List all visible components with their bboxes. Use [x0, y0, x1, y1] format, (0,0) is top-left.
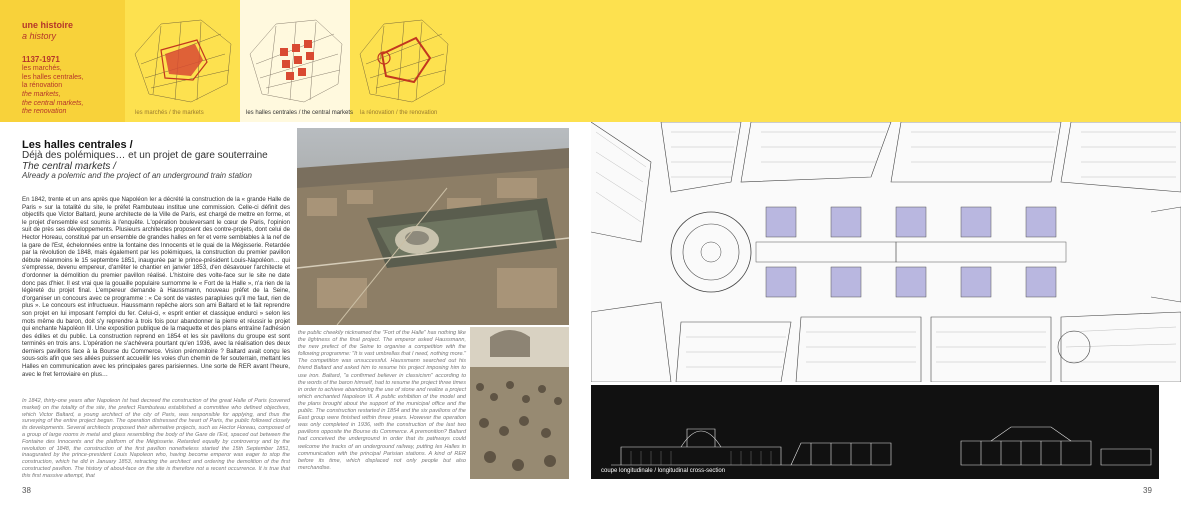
thumbnail-caption: la rénovation / the renovation: [360, 110, 438, 116]
page-number-right: 39: [1143, 486, 1152, 495]
central-markets-sketch: [246, 14, 346, 106]
renovation-sketch: [356, 14, 452, 106]
cross-section-caption: coupe longitudinale / longitudinal cross-section: [601, 468, 726, 474]
article-subtitle-en: Already a polemic and the project of an underground train station: [22, 171, 252, 180]
markets-sketch: [131, 14, 235, 106]
section-title: une histoire: [22, 20, 74, 30]
page-number-left: 38: [22, 486, 31, 495]
aerial-photo: [297, 128, 569, 325]
topic-markets: les marchés,: [22, 65, 62, 72]
article-title: Les halles centrales /: [22, 139, 133, 151]
thumbnail-central-markets: [240, 0, 354, 122]
topic-renovation-en: the renovation: [22, 108, 67, 115]
topic-renovation: la rénovation: [22, 82, 63, 89]
section-title-en: a history: [22, 31, 57, 41]
section-topics-fr: [22, 65, 83, 91]
topic-central-markets-en: the central markets,: [22, 99, 84, 107]
section-topics-en: [22, 91, 83, 117]
historic-photo: [470, 327, 569, 479]
thumbnail-caption: les marchés / the markets: [135, 110, 204, 116]
thumbnail-renovation: [350, 0, 455, 122]
cross-section-panel: [591, 385, 1159, 479]
section-years: 1137-1971: [22, 55, 60, 64]
article-body-fr: En 1842, trente et un ans après que Napoléon Ier a décrété la construction de la « grande Halle de Paris » sur la totalité du site, le préfet Rambuteau institue une commission. Celle-ci définit des objectifs que Victor Baltard, jeune architecte de la Ville de Paris, est chargé de mettre en forme, et le projet d'ensemble est soumis à l'enquête. L'opération bouleversant le cœur de Paris, l'opinion suit de près ses développements. Plusieurs architectes proposent des contre-projets, dont celui de Hector Horeau, constitué par un ensemble de grandes halles en fer et verre semblables à la nef de la gare de l'Est, échelonnées entre la fontaine des Innocents et le quai de la Mégisserie. Retardée par la révolution de 1848, mais également par les polémiques, la construction du premier pavillon débute néanmoins le 15 septembre 1851, inaugurée par le prince-président Louis-Napoléon… qui s'empresse, devenu empereur, d'arrêter le chantier en janvier 1853, d'en désavouer l'architecte et d'ordonner la démolition du premier pavillon réalisé. L'histoire des volte-face sur le site ne date donc pas d'hier. Il est vrai que la gouaille populaire surnomme le « Fort de la Halle », n'a rien de la légèreté du projet final. L'empereur demande à Haussmann, nouveau préfet de la Seine, d'organiser un concours avec ce programme : « Ce sont de vastes parapluies qu'il me faut, rien de plus ». Le concours est infructueux. Haussmann repêche alors son ami Baltard et le fait reprendre son projet en lui imposant l'emploi du fer. Celui-ci, « esprit entier et classique endurci » selon les mots même du baron, doit s'y reprendre à trois fois pour abandonner la pierre et réussir le projet qui enchante Napoléon III. Une exposition publique de la maquette et des plans entraîne l'adhésion des édiles et du public. La construction reprend en 1854 et les six pavillons du groupe est sont terminés en trois ans. L'opération ne s'achèvera pourtant qu'en 1936, avec la réalisation des deux derniers pavillons face à la Bourse du Commerce. Vision prémonitoire ? Baltard avait conçu les sous-sols afin que ses allées puissent accueillir les voies d'un chemin de fer souterrain, mettant les Halles en communication avec les principales gares parisiennes. Une sorte de RER avant l'heure, avec le fret ferroviaire en plus…: [22, 196, 290, 378]
article-title-en: The central markets /: [22, 161, 116, 172]
article-body-en-part2: the public cheekily nicknamed the "Fort of the Halle" has nothing like the lightness of the final project. The emperor asked Haussmann, the new prefect of the Seine to organise a competition with the following programme: "It is vast umbrellas that I need, nothing more." The competition was unsuccessful. Haussmann searched out his friend Baltard and asked him to resume his project imposing him to use iron. Baltard, "a confirmed believer in classicism" according to the words of the baron himself, had to resume the project three times in order to achieve abandoning the use of stone and realize a project which enchanted Napoleon III. A public exhibition of the model and the plans brought about the support of the municipal office and the public. The construction restarted in 1854 and the six pavilions of the East group were finished within three years. However the operation was only completed in 1936, with the construction of the last two pavilions opposite the Bourse du Commerce. A premonition? Baltard had conceived the underground in order that its pathways could welcome the tracks of an underground railway, putting les Halles in communication with the principal Parisian stations. A kind of RER before its time, which displaced not only people but also merchandise.: [298, 330, 466, 471]
site-plan: [591, 122, 1181, 382]
article-body-en-part1: In 1842, thirty-one years after Napoleon Ist had decreed the construction of the great Halle of Paris (covered market) on the totality of the site, the prefect Rambuteau established a committee who defined objectives, which Victor Baltard, a young architect of the city of Paris, was responsible for applying, and thus the surveying of the entire project began. The operation distressed the heart of Paris, the public followed closely its developments. Several architects proposed their alternative projects, such as Hector Horeau, composed of a group of large rooms in metal and glass resembling the body of the Gare de l'Est, spaced out between the Fontaine des Innocents and the platform of the Mégisserie. Retarded equally by controversy and by the revolution of 1848, the construction of the first pavilion nonetheless started the 15th September 1851, inaugurated by the prince-president Louis Napoleon who, having become emperor was eager to stop the construction, which he did in January 1853, retracting the architect and ordering the demolition of the first constructed pavilion. The history of about-face on the site is therefore not a recent occurrence. It is true that this first massive attempt, that: [22, 398, 290, 479]
thumbnail-markets: [125, 0, 240, 122]
article-subtitle: Déjà des polémiques… et un projet de gare souterraine: [22, 150, 268, 161]
cross-section-drawing: [591, 385, 1159, 479]
topic-markets-en: the markets,: [22, 91, 61, 98]
thumbnail-caption: les halles centrales / the central markets: [246, 110, 354, 116]
topic-central-markets: les halles centrales,: [22, 73, 84, 81]
